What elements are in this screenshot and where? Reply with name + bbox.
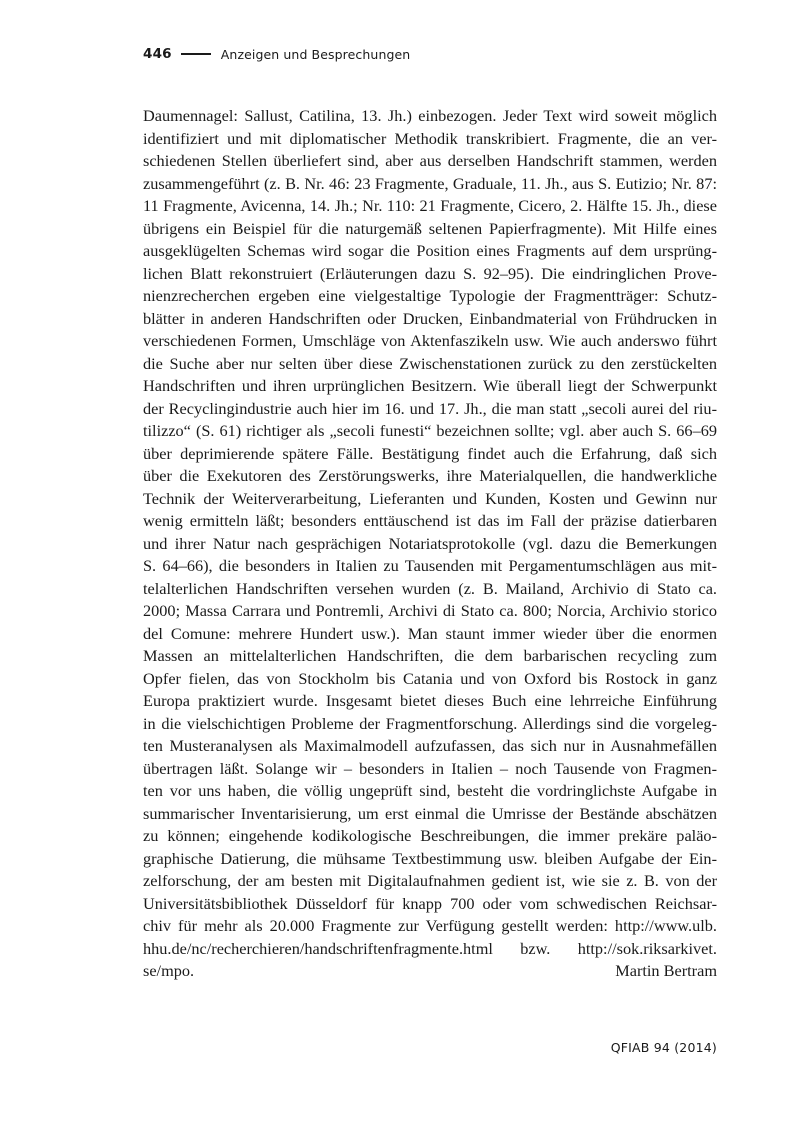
text-line: zu können; eingehende kodikologische Beschreibungen, die immer prekäre paläo- xyxy=(143,826,717,845)
text-line: hhu.de/nc/recherchieren/handschriftenfragmente.html bzw. http://sok.riksarkivet. xyxy=(143,938,717,958)
text-line: Opfer fielen, das von Stockholm bis Catania und von Oxford bis Rostock in ganz xyxy=(143,668,717,688)
text-line: Technik der Weiterverarbeitung, Lieferanten und Kunden, Kosten und Gewinn nur xyxy=(143,488,717,508)
text-line: S. 64–66), die besonders in Italien zu Tausenden mit Pergamentumschlägen aus mit- xyxy=(143,556,717,575)
text-line: lichen Blatt rekonstruiert (Erläuterungen dazu S. 92–95). Die eindringlichen Prove- xyxy=(143,263,717,283)
header-rule xyxy=(181,53,211,55)
text-line: zusammengeführt (z. B. Nr. 46: 23 Fragmente, Graduale, 11. Jh., aus S. Eutizio; Nr. 87: xyxy=(143,173,717,193)
text-line: telalterlichen Handschriften versehen wurden (z. B. Mailand, Archivio di Stato ca. xyxy=(143,578,717,598)
text-line: zelforschung, der am besten mit Digitalaufnahmen gedient ist, wie sie z. B. von der xyxy=(143,871,717,890)
text-line: verschiedenen Formen, Umschläge von Aktenfaszikeln usw. Wie auch anderswo führt xyxy=(143,331,717,350)
closing-line xyxy=(143,960,717,983)
text-line: Europa praktiziert wurde. Insgesamt bietet dieses Buch eine lehrreiche Einführung xyxy=(143,691,717,710)
text-line: Massen an mittelalterlichen Handschriften, die dem barbarischen recycling zum xyxy=(143,646,717,665)
page-number: 446 xyxy=(143,46,172,62)
text-line: ausgeklügelten Schemas wird sogar die Position eines Fragments auf dem ursprüng- xyxy=(143,241,717,260)
text-line: ten vor uns haben, die völlig ungeprüft sind, besteht die vordringlichste Aufgabe in xyxy=(143,781,717,800)
text-line: graphische Datierung, die mühsame Textbestimmung usw. bleiben Aufgabe der Ein- xyxy=(143,848,717,868)
journal-footer: QFIAB 94 (2014) xyxy=(610,1040,717,1055)
text-line: Universitätsbibliothek Düsseldorf für knapp 700 oder vom schwedischen Reichsar- xyxy=(143,893,717,913)
text-line: über deprimierende spätere Fälle. Bestätigung findet auch die Erfahrung, daß sich xyxy=(143,443,717,463)
text-line: in die vielschichtigen Probleme der Fragmentforschung. Allerdings sind die vorgeleg- xyxy=(143,713,717,733)
text-line: chiv für mehr als 20.000 Fragmente zur Verfügung gestellt werden: http://www.ulb. xyxy=(143,916,717,935)
author-signature: Martin Bertram xyxy=(615,961,717,980)
closing-fragment: se/mpo. xyxy=(143,961,195,980)
body-text xyxy=(143,105,717,983)
text-line: wenig ermitteln läßt; besonders enttäuschend ist das im Fall der präzise datierbaren xyxy=(143,511,717,530)
text-line: 2000; Massa Carrara und Pontremli, Archivi di Stato ca. 800; Norcia, Archivio storico xyxy=(143,601,717,620)
text-line: tilizzo“ (S. 61) richtiger als „secoli funesti“ bezeichnen sollte; vgl. aber auch S. 66–69 xyxy=(143,421,717,440)
text-line: 11 Fragmente, Avicenna, 14. Jh.; Nr. 110: 21 Fragmente, Cicero, 2. Hälfte 15. Jh., diese xyxy=(143,196,717,215)
text-line: summarischer Inventarisierung, um erst einmal die Umrisse der Bestände abschätzen xyxy=(143,803,717,823)
text-line: nienzrecherchen ergeben eine vielgestaltige Typologie der Fragmentträger: Schutz- xyxy=(143,286,717,305)
section-title: Anzeigen und Besprechungen xyxy=(220,46,411,62)
text-line: Handschriften und ihren urprünglichen Besitzern. Wie überall liegt der Schwerpunkt xyxy=(143,376,717,395)
running-head xyxy=(143,44,410,64)
text-line: über die Exekutoren des Zerstörungswerks, ihre Materialquellen, die handwerkliche xyxy=(143,466,717,485)
text-line: Daumennagel: Sallust, Catilina, 13. Jh.) einbezogen. Jeder Text wird soweit möglich xyxy=(143,106,717,125)
text-line: ten Musteranalysen als Maximalmodell aufzufassen, das sich nur in Ausnahmefällen xyxy=(143,736,717,755)
text-line: del Comune: mehrere Hundert usw.). Man staunt immer wieder über die enormen xyxy=(143,623,717,643)
text-line: übertragen läßt. Solange wir – besonders in Italien – noch Tausende von Fragmen- xyxy=(143,758,717,778)
text-line: identifiziert und mit diplomatischer Methodik transkribiert. Fragmente, die an ver- xyxy=(143,128,717,148)
text-line: und ihrer Natur nach gesprächigen Notariatsprotokolle (vgl. dazu die Bemerkungen xyxy=(143,533,717,553)
text-line: übrigens ein Beispiel für die naturgemäß seltenen Papierfragmente). Mit Hilfe eines xyxy=(143,218,717,238)
text-line: blätter in anderen Handschriften oder Drucken, Einbandmaterial von Frühdrucken in xyxy=(143,308,717,328)
text-line: der Recyclingindustrie auch hier im 16. und 17. Jh., die man statt „secoli aurei del riu- xyxy=(143,398,717,418)
text-line: die Suche aber nur selten über diese Zwischenstationen zurück zu den zerstückelten xyxy=(143,353,717,373)
text-line: schiedenen Stellen überliefert sind, aber aus derselben Handschrift stammen, werden xyxy=(143,151,717,170)
